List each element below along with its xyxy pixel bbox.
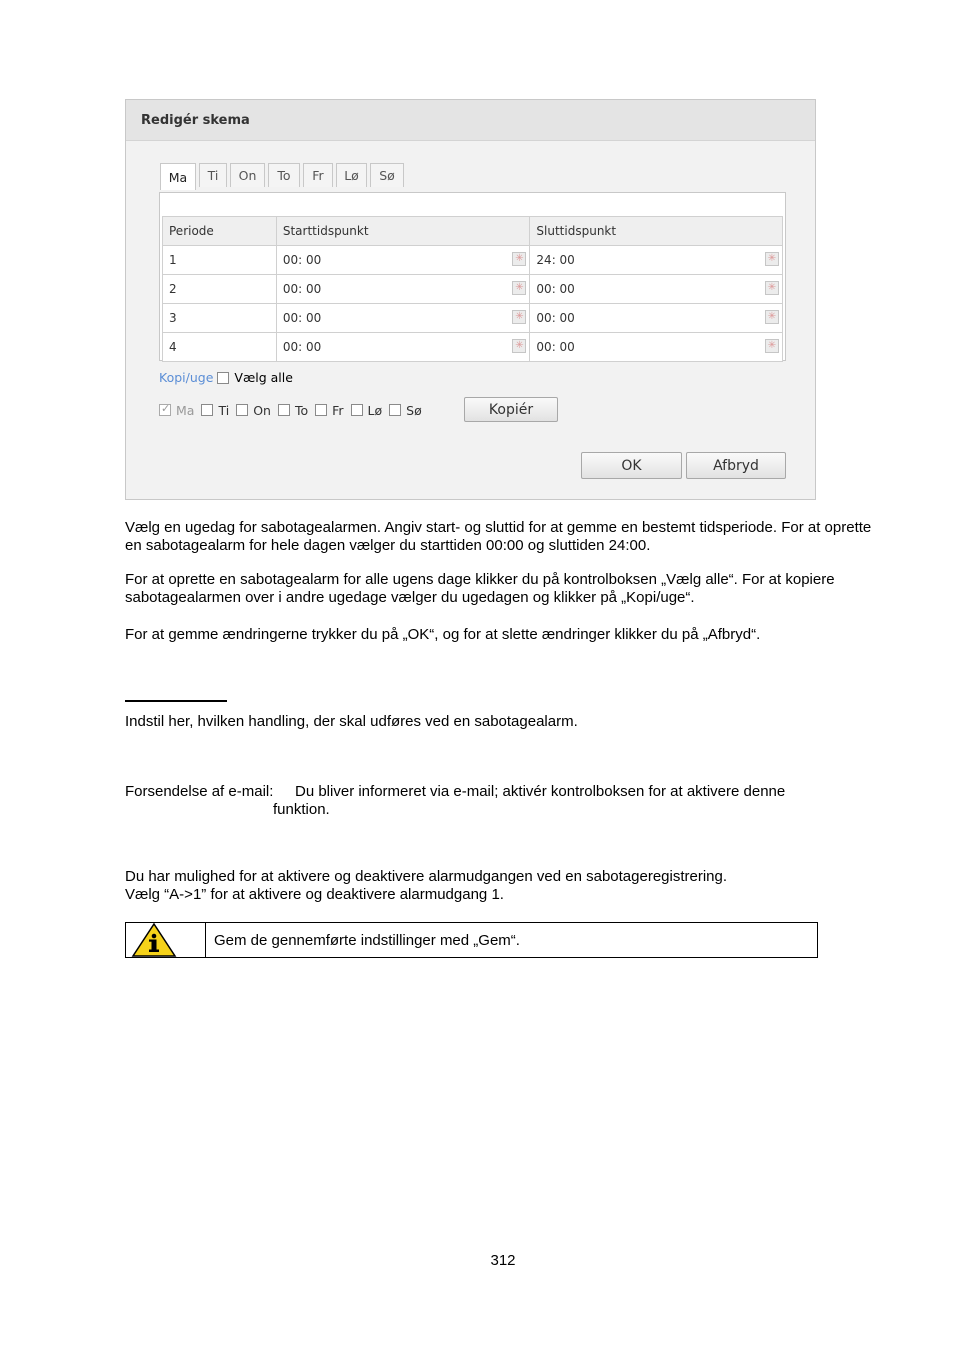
end-time-field[interactable] — [530, 275, 783, 304]
start-time-value: 00: 00 — [282, 311, 322, 325]
clock-picker-icon[interactable]: ✳ — [765, 310, 779, 324]
tab-ti[interactable]: Ti — [199, 163, 227, 187]
paragraph-ok-cancel: For at gemme ændringerne trykker du på „OK“, og for at slette ændringer klikker du på „Afbryd“. — [125, 626, 761, 643]
day-checkbox-fr[interactable] — [315, 404, 327, 416]
day-label: On — [253, 402, 271, 418]
edit-schedule-dialog — [125, 99, 816, 500]
day-label: Lø — [367, 402, 383, 418]
day-checkbox-on[interactable] — [236, 404, 248, 416]
day-checkbox-so[interactable] — [389, 404, 401, 416]
period-cell: 4 — [163, 333, 277, 362]
tab-fr[interactable]: Fr — [303, 163, 333, 187]
tab-so[interactable]: Sø — [370, 163, 404, 187]
schedule-table — [162, 216, 783, 362]
select-all-checkbox[interactable] — [217, 372, 229, 384]
schedule-table-frame — [159, 192, 786, 361]
day-option-on — [236, 403, 271, 418]
cancel-button[interactable]: Afbryd — [686, 452, 786, 479]
day-tabs — [160, 163, 407, 189]
period-cell: 1 — [163, 246, 277, 275]
end-time-value: 00: 00 — [536, 340, 575, 354]
tab-ma[interactable]: Ma — [160, 163, 196, 190]
copy-button[interactable]: Kopiér — [464, 397, 558, 422]
table-row — [163, 333, 783, 362]
start-time-field[interactable] — [276, 275, 530, 304]
tab-on[interactable]: On — [230, 163, 265, 187]
clock-picker-icon[interactable]: ✳ — [765, 281, 779, 295]
paragraph-alarm-output: Du har mulighed for at aktivere og deaktivere alarmudgangen ved en sabotageregistrering. — [125, 868, 728, 885]
clock-picker-icon[interactable]: ✳ — [512, 252, 526, 266]
start-time-field[interactable] — [276, 304, 530, 333]
start-time-field[interactable] — [276, 333, 530, 362]
notice-text: Gem de gennemførte indstillinger med „Gem“. — [214, 932, 520, 949]
day-checkbox-lo[interactable] — [351, 404, 363, 416]
paragraph-action: Indstil her, hvilken handling, der skal udføres ved en sabotagealarm. — [125, 713, 578, 730]
column-header-start: Starttidspunkt — [276, 217, 530, 246]
clock-picker-icon[interactable]: ✳ — [765, 252, 779, 266]
day-label: To — [294, 402, 309, 418]
day-label: Sø — [406, 402, 422, 418]
day-checkbox-ma — [159, 404, 171, 416]
dialog-header — [126, 100, 815, 141]
email-label: Forsendelse af e-mail: — [125, 783, 274, 800]
notice-icon-cell — [126, 923, 206, 957]
tab-to[interactable]: To — [268, 163, 300, 187]
column-header-period: Periode — [163, 217, 277, 246]
warning-info-icon — [126, 923, 205, 957]
day-option-ti — [201, 403, 229, 418]
copy-days-row — [159, 398, 429, 422]
page-number: 312 — [490, 1252, 516, 1269]
end-time-field[interactable] — [530, 304, 783, 333]
clock-picker-icon[interactable]: ✳ — [765, 339, 779, 353]
day-checkbox-ti[interactable] — [201, 404, 213, 416]
day-option-to — [278, 403, 308, 418]
section-heading-underline — [125, 700, 227, 702]
end-time-value: 00: 00 — [536, 311, 575, 325]
paragraph-select-day: Vælg en ugedag for sabotagealarmen. Angiv start- og sluttid for at gemme en bestemt tidsperiode. For at oprette en sabotagealarm for hele dagen vælger du starttiden 00:00 og sluttiden 24:00. — [125, 519, 872, 554]
table-header-row — [163, 217, 783, 246]
paragraph-select-all: For at oprette en sabotagealarm for alle ugens dage klikker du på kontrolboksen „Vælg alle“. For at kopiere sabotagealarmen over i andre ugedage vælger du ugedagen og klikker på „Kopi/uge“. — [125, 571, 835, 606]
dialog-body — [126, 141, 815, 499]
day-option-lo — [351, 403, 383, 418]
dialog-title: Redigér skema — [141, 113, 250, 128]
table-row — [163, 246, 783, 275]
end-time-field[interactable] — [530, 246, 783, 275]
clock-picker-icon[interactable]: ✳ — [512, 339, 526, 353]
end-time-value: 24: 00 — [536, 253, 575, 267]
start-time-field[interactable] — [276, 246, 530, 275]
day-label: Ti — [218, 402, 230, 418]
start-time-value: 00: 00 — [282, 253, 322, 267]
day-option-so — [389, 403, 422, 418]
email-description-cont: funktion. — [273, 801, 330, 818]
select-all-label: Vælg alle — [234, 370, 293, 385]
copy-week-link[interactable]: Kopi/uge — [159, 370, 214, 385]
period-cell: 3 — [163, 304, 277, 333]
start-time-value: 00: 00 — [282, 340, 322, 354]
email-description: Du bliver informeret via e-mail; aktivér kontrolboksen for at aktivere denne — [295, 783, 786, 800]
paragraph-alarm-output-select: Vælg “A->1” for at aktivere og deaktivere alarmudgang 1. — [125, 886, 504, 903]
day-label: Fr — [332, 402, 344, 418]
clock-picker-icon[interactable]: ✳ — [512, 310, 526, 324]
day-checkbox-to[interactable] — [278, 404, 290, 416]
day-option-fr — [315, 403, 343, 418]
column-header-end: Sluttidspunkt — [530, 217, 783, 246]
day-label: Ma — [176, 402, 195, 418]
clock-picker-icon[interactable]: ✳ — [512, 281, 526, 295]
day-option-ma — [159, 403, 194, 418]
table-row — [163, 275, 783, 304]
period-cell: 2 — [163, 275, 277, 304]
end-time-field[interactable] — [530, 333, 783, 362]
start-time-value: 00: 00 — [282, 282, 322, 296]
end-time-value: 00: 00 — [536, 282, 575, 296]
tab-lo[interactable]: Lø — [336, 163, 367, 187]
notice-box — [125, 922, 818, 958]
table-row — [163, 304, 783, 333]
ok-button[interactable]: OK — [581, 452, 682, 479]
copy-week-row — [159, 370, 293, 385]
